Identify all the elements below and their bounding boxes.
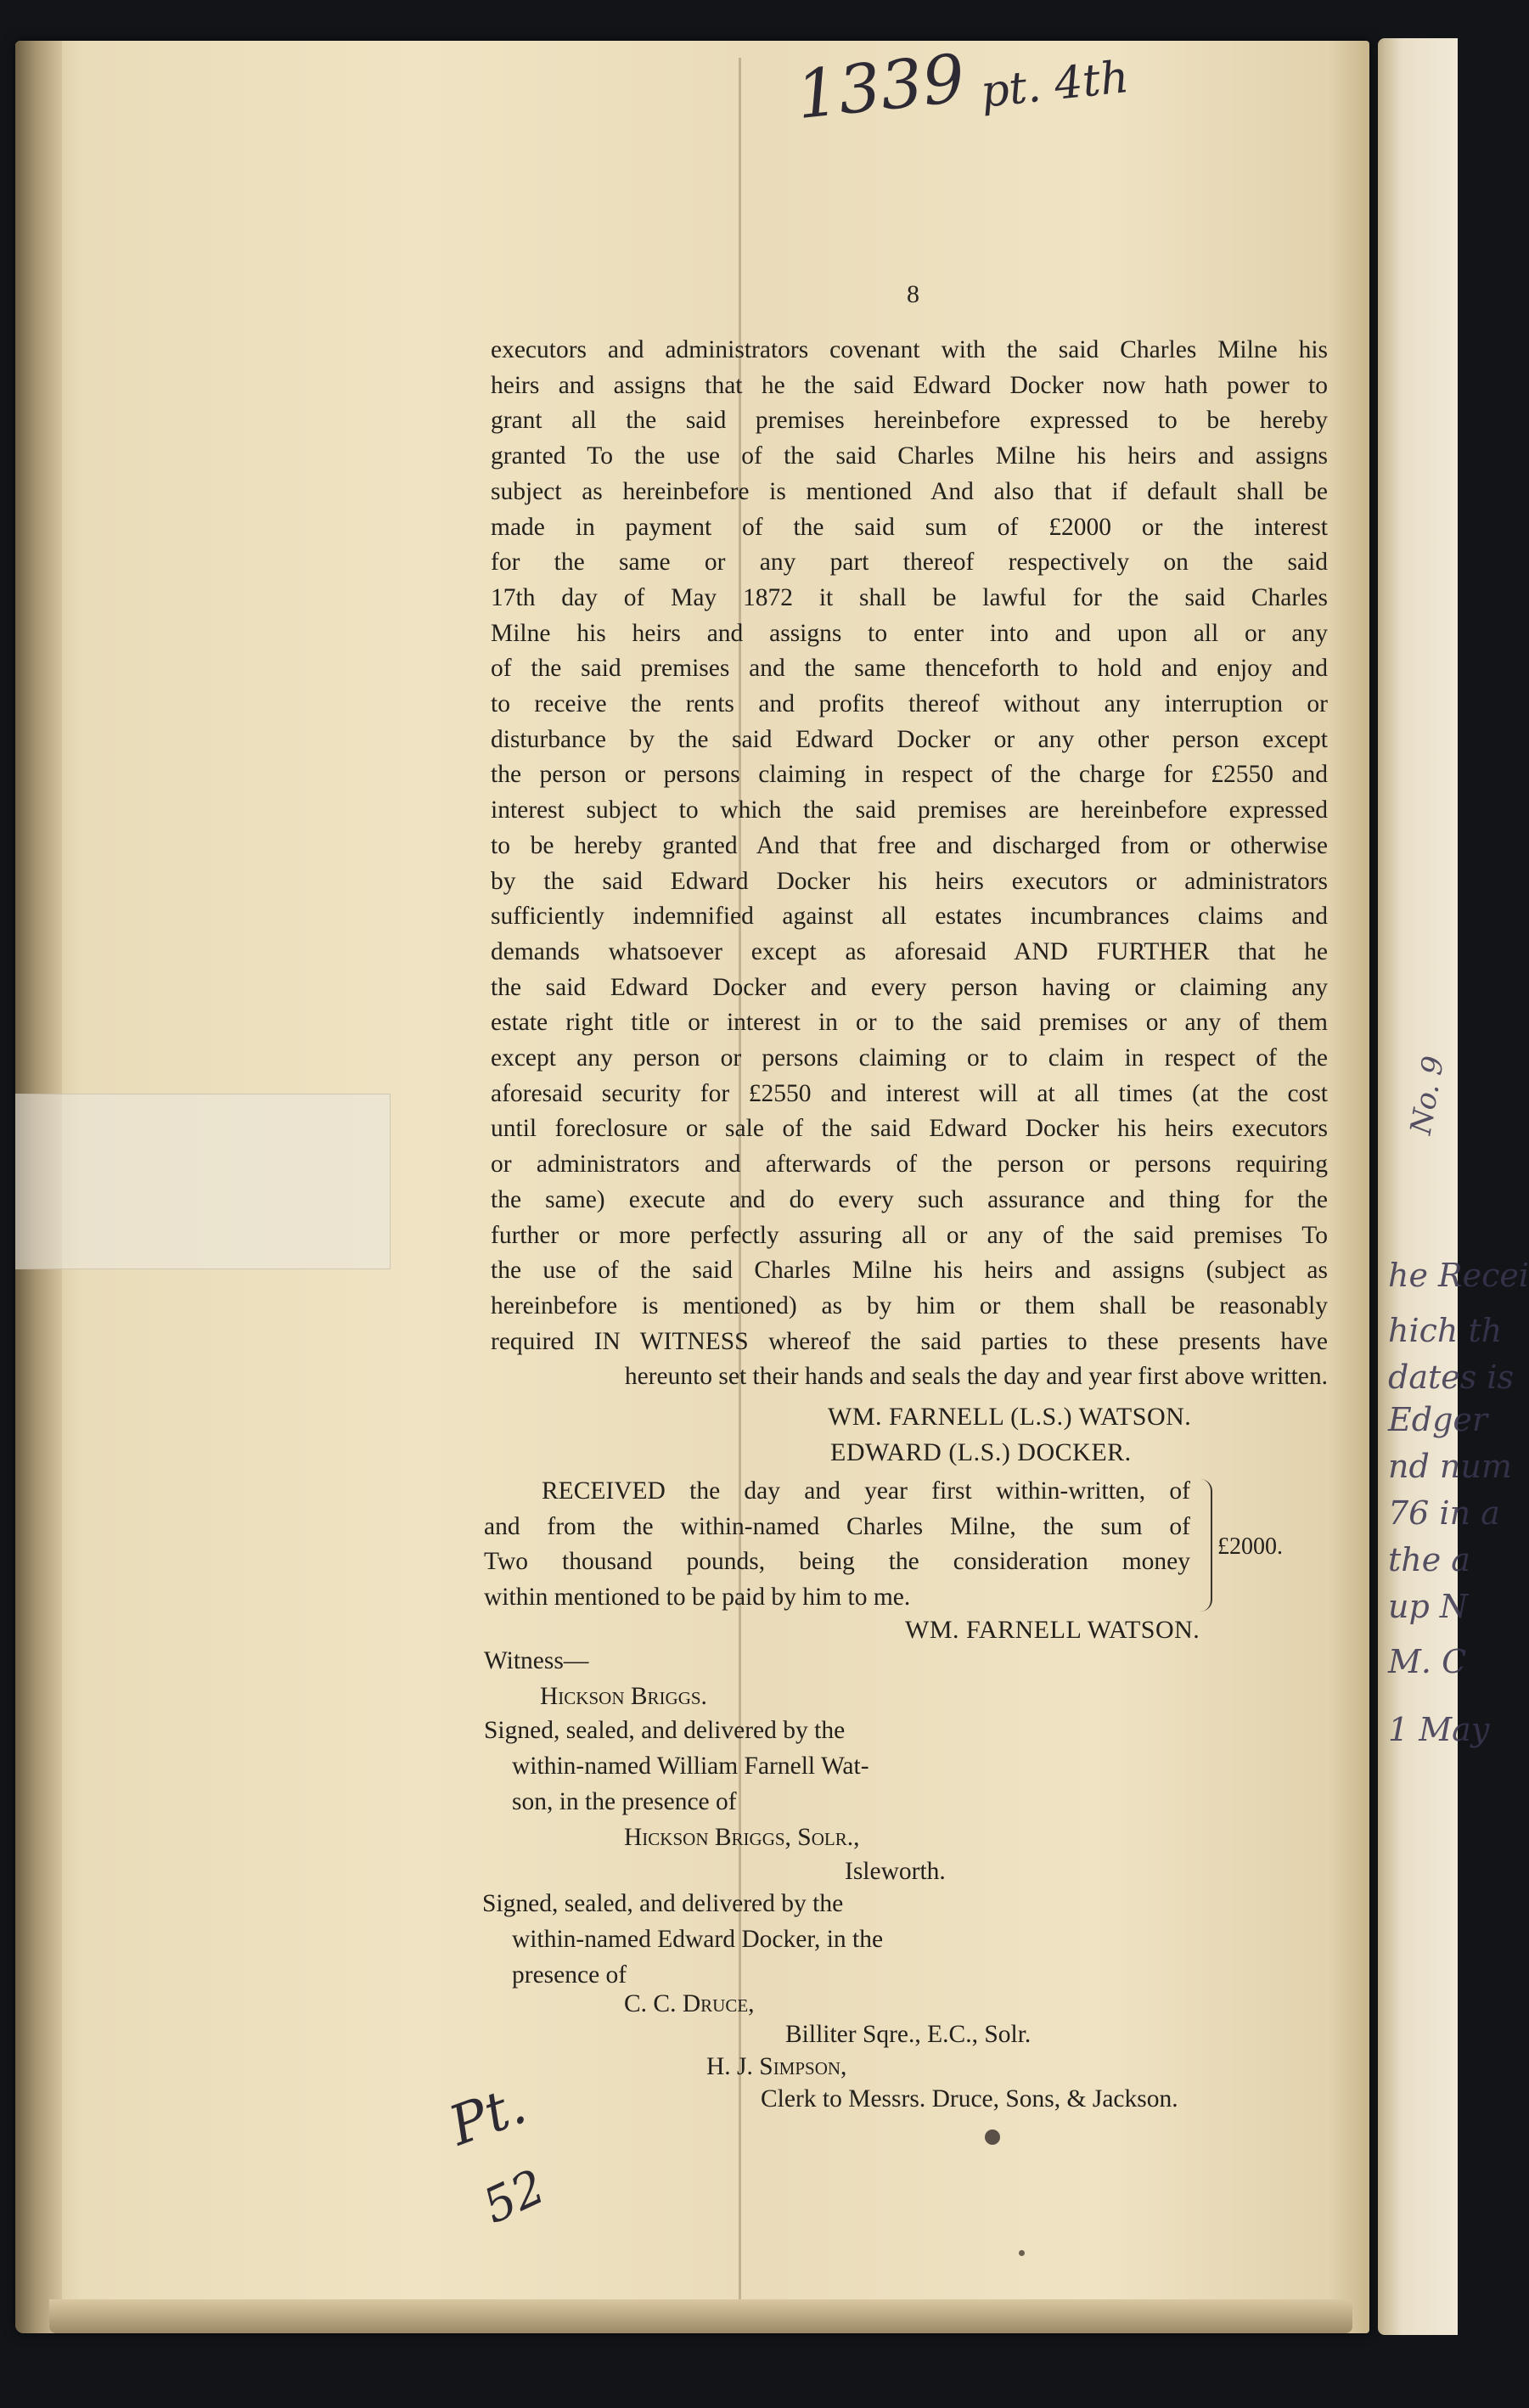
adjacent-fragment: hich th <box>1388 1312 1503 1349</box>
adjacent-fragment: he Recei <box>1388 1257 1529 1294</box>
adjacent-fragment: nd num <box>1388 1448 1512 1485</box>
page-number: 8 <box>907 280 919 308</box>
text-line: interest subject to which the said premises are hereinbefore expressed <box>491 796 1328 824</box>
attesting-witness: Hickson Briggs, Solr., <box>624 1824 860 1851</box>
witness-name: Hickson Briggs. <box>540 1683 707 1710</box>
text-line: estate right title or interest in or to the said premises or any of them <box>491 1009 1328 1037</box>
adjacent-fragment: No. 9 <box>1403 1053 1452 1138</box>
attestation-clause: son, in the presence of <box>512 1788 737 1815</box>
attesting-witness-place: Isleworth. <box>845 1858 946 1885</box>
text-line: heirs and assigns that he the said Edward Docker now hath power to <box>491 371 1328 399</box>
text-line: of the said premises and the same thenceforth to hold and enjoy and <box>491 655 1328 683</box>
text-line: until foreclosure or sale of the said Edward Docker his heirs executors <box>491 1115 1328 1143</box>
text-line: for the same or any part thereof respectively on the said <box>491 549 1328 577</box>
text-line: the said Edward Docker and every person having or claiming any <box>491 973 1328 1001</box>
text-line: to receive the rents and profits thereof without any interruption or <box>491 690 1328 718</box>
signature-docker: EDWARD (L.S.) DOCKER. <box>830 1438 1132 1466</box>
repair-tape <box>15 1094 391 1269</box>
receipt-brace <box>1195 1479 1212 1612</box>
attesting-witness-address: Billiter Sqre., E.C., Solr. <box>785 2021 1032 2048</box>
witness-label: Witness— <box>484 1647 589 1674</box>
text-line: granted To the use of the said Charles Milne his heirs and assigns <box>491 442 1328 470</box>
text-line: the person or persons claiming in respect of the charge for £2550 and <box>491 761 1328 789</box>
text-line: sufficiently indemnified against all estates incumbrances claims and <box>491 903 1328 931</box>
attestation-clause: Signed, sealed, and delivered by the <box>482 1890 844 1917</box>
text-line: aforesaid security for £2550 and interest will at all times (at the cost <box>491 1079 1328 1107</box>
text-line: made in payment of the said sum of £2000 or the interest <box>491 513 1328 541</box>
attestation-clause: Signed, sealed, and delivered by the <box>484 1717 846 1744</box>
signature-watson: WM. FARNELL (L.S.) WATSON. <box>828 1403 1192 1431</box>
text-line: disturbance by the said Edward Docker or any other person except <box>491 725 1328 753</box>
text-line: required IN WITNESS whereof the said parties to these presents have <box>491 1327 1328 1355</box>
text-line: to be hereby granted And that free and discharged from or otherwise <box>491 831 1328 859</box>
ink-blot <box>985 2130 1000 2145</box>
receipt-signature: WM. FARNELL WATSON. <box>905 1616 1200 1644</box>
pencil-mark: 52 <box>475 2158 554 2236</box>
attestation-clause: within-named William Farnell Wat- <box>512 1753 869 1780</box>
attesting-witness: H. J. Simpson, <box>706 2053 847 2080</box>
attesting-witness-role: Clerk to Messrs. Druce, Sons, & Jackson. <box>761 2085 1178 2113</box>
folio-number: 1339 <box>792 40 969 135</box>
text-line: hereinbefore is mentioned) as by him or them shall be reasonably <box>491 1291 1328 1319</box>
folio-note: pt. 4th <box>978 52 1132 118</box>
deed-body-text <box>491 333 1328 1395</box>
adjacent-fragment: dates is <box>1388 1359 1514 1396</box>
text-line: demands whatsoever except as aforesaid AND FURTHER that he <box>491 937 1328 965</box>
attestation-clause: presence of <box>512 1961 627 1989</box>
ink-spot <box>1019 2250 1025 2256</box>
adjacent-fragment: M. C <box>1388 1643 1467 1680</box>
pencil-mark: Pt. <box>441 2073 535 2159</box>
attesting-witness: C. C. Druce, <box>624 1990 755 2017</box>
text-line: further or more perfectly assuring all or any of the said premises To <box>491 1221 1328 1249</box>
adjacent-fragment: 76 in a <box>1388 1494 1500 1532</box>
text-line: executors and administrators covenant with the said Charles Milne his <box>491 336 1328 363</box>
receipt-line: within mentioned to be paid by him to me. <box>484 1583 911 1611</box>
text-line: Milne his heirs and assigns to enter into and upon all or any <box>491 619 1328 647</box>
adjacent-fragment: 1 May <box>1388 1711 1490 1748</box>
text-line: by the said Edward Docker his heirs executors or administrators <box>491 867 1328 895</box>
adjacent-fragment: up N <box>1388 1588 1469 1625</box>
receipt-line: and from the within-named Charles Milne, the sum of <box>484 1512 1190 1540</box>
receipt-line: Two thousand pounds, being the consideration money <box>484 1548 1190 1575</box>
attestation-clause: within-named Edward Docker, in the <box>512 1926 884 1953</box>
receipt-amount: £2000. <box>1217 1533 1283 1560</box>
adjacent-fragment: the a <box>1388 1541 1470 1578</box>
text-line: grant all the said premises hereinbefore expressed to be hereby <box>491 407 1328 435</box>
text-line: except any person or persons claiming or to claim in respect of the <box>491 1044 1328 1072</box>
text-line: or administrators and afterwards of the person or persons requiring <box>491 1151 1328 1179</box>
adjacent-fragment: Edger <box>1388 1401 1488 1438</box>
text-line: 17th day of May 1872 it shall be lawful for the said Charles <box>491 583 1328 611</box>
receipt-block <box>484 1474 1190 1615</box>
adjacent-page-edge <box>1378 38 1458 2335</box>
text-line: the use of the said Charles Milne his heirs and assigns (subject as <box>491 1257 1328 1285</box>
text-line: the same) execute and do every such assurance and thing for the <box>491 1185 1328 1213</box>
text-line: hereunto set their hands and seals the day and year first above written. <box>624 1363 1328 1391</box>
text-line: subject as hereinbefore is mentioned And also that if default shall be <box>491 477 1328 505</box>
page-bottom-edge <box>49 2299 1352 2333</box>
receipt-line: RECEIVED the day and year first within-written, of <box>542 1477 1190 1505</box>
